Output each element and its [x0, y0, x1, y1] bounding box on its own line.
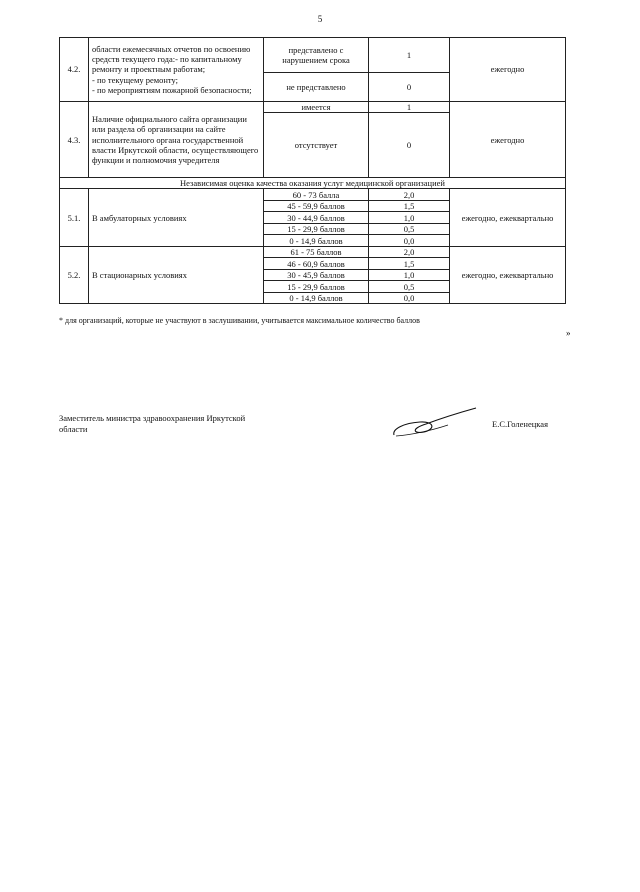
row-description: В стационарных условиях — [89, 246, 264, 304]
score-cell: 0 — [369, 113, 450, 178]
table-row — [60, 246, 566, 258]
criterion-cell: 60 - 73 балла — [264, 189, 369, 201]
criterion-cell: 0 - 14,9 баллов — [264, 292, 369, 304]
score-cell: 0,0 — [369, 292, 450, 304]
text-line: средств текущего года:- по капитальному — [92, 54, 242, 65]
closing-quote: » — [566, 328, 571, 338]
section-header-row — [60, 178, 566, 189]
section-title: Независимая оценка качества оказания услуг медицинской организацией — [60, 178, 566, 189]
row-description: Наличие официального сайта организации или раздела об организации на сайте исполнительного органа государственной власти Иркутской области, осуществляющего функции и полномочия учредителя — [89, 102, 264, 178]
criterion-cell: представлено с нарушением срока — [264, 38, 369, 73]
period-cell: ежегодно — [450, 38, 566, 102]
row-number: 5.1. — [60, 189, 89, 247]
period-cell: ежегодно — [450, 102, 566, 178]
score-cell: 1 — [369, 102, 450, 113]
row-number: 4.2. — [60, 38, 89, 102]
period-cell: ежегодно, ежеквартально — [450, 246, 566, 304]
score-cell: 1,5 — [369, 200, 450, 212]
score-cell: 1,0 — [369, 212, 450, 224]
score-cell: 2,0 — [369, 246, 450, 258]
signatory-title-line: Заместитель министра здравоохранения Иркутской — [59, 413, 246, 423]
signatory-title — [59, 413, 289, 434]
handwritten-signature — [390, 405, 480, 441]
row-description — [89, 38, 264, 102]
text-line: ремонту и проектным работам; — [92, 64, 206, 75]
criteria-table — [59, 37, 566, 304]
score-cell: 0,5 — [369, 223, 450, 235]
score-cell: 0 — [369, 73, 450, 102]
table-row — [60, 38, 566, 73]
criterion-cell: 30 - 45,9 баллов — [264, 269, 369, 281]
signatory-title-line: области — [59, 423, 88, 434]
row-description: В амбулаторных условиях — [89, 189, 264, 247]
score-cell: 0,0 — [369, 235, 450, 247]
table-row — [60, 102, 566, 113]
criterion-cell: 30 - 44,9 баллов — [264, 212, 369, 224]
text-line: - по мероприятиям пожарной безопасности; — [92, 84, 252, 95]
text-line: области ежемесячных отчетов по освоению — [92, 44, 251, 55]
score-cell: 1,0 — [369, 269, 450, 281]
score-cell: 2,0 — [369, 189, 450, 201]
row-number: 4.3. — [60, 102, 89, 178]
text-line: - по текущему ремонту; — [92, 74, 179, 85]
criterion-cell: 0 - 14,9 баллов — [264, 235, 369, 247]
score-cell: 0,5 — [369, 281, 450, 293]
row-number: 5.2. — [60, 246, 89, 304]
criterion-cell: 45 - 59,9 баллов — [264, 200, 369, 212]
table-row — [60, 189, 566, 201]
score-cell: 1,5 — [369, 258, 450, 270]
criterion-cell: 15 - 29,9 баллов — [264, 223, 369, 235]
criterion-cell: 15 - 29,9 баллов — [264, 281, 369, 293]
criterion-cell: имеется — [264, 102, 369, 113]
criterion-cell: не представлено — [264, 73, 369, 102]
signatory-name: Е.С.Голенецкая — [492, 419, 548, 429]
footnote: * для организаций, которые не участвуют в заслушивании, учитывается максимальное количество баллов — [59, 316, 420, 325]
period-cell: ежегодно, ежеквартально — [450, 189, 566, 247]
criterion-cell: 46 - 60,9 баллов — [264, 258, 369, 270]
score-cell: 1 — [369, 38, 450, 73]
page-number: 5 — [317, 14, 323, 24]
criterion-cell: 61 - 75 баллов — [264, 246, 369, 258]
criterion-cell: отсутствует — [264, 113, 369, 178]
